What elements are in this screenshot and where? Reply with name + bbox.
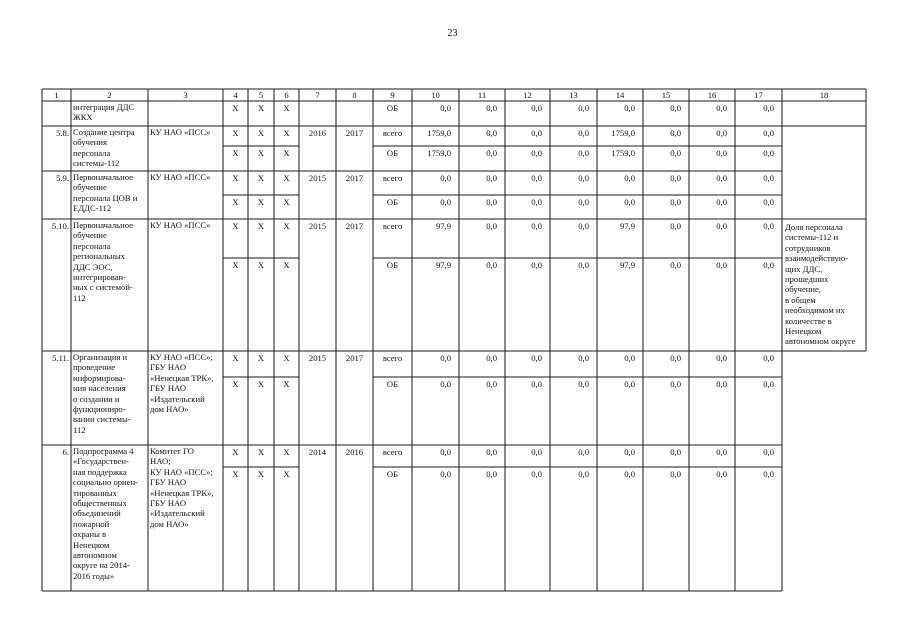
activity-name-line: вании системы- — [73, 414, 131, 425]
marker-x: X — [232, 103, 239, 113]
funding-value: 0,0 — [624, 353, 635, 363]
activity-name-line: обучение — [73, 182, 107, 193]
marker-x: X — [257, 469, 265, 479]
activity-name-line: Подпрограмма 4 — [73, 446, 134, 456]
funding-value: 0,0 — [531, 103, 542, 113]
marker-x: X — [257, 197, 265, 207]
activity-name-line: автономном — [73, 550, 117, 560]
marker-x: X — [232, 221, 239, 231]
funding-value: 0,0 — [531, 260, 542, 270]
executor-line: ГБУ НАО — [150, 383, 187, 394]
column-number-header: 5 — [258, 90, 264, 100]
executor-line: ГБУ НАО — [150, 477, 187, 488]
marker-x: X — [257, 103, 265, 113]
funding-value: 0,0 — [486, 379, 497, 389]
activity-name-line: о создании и — [73, 393, 120, 404]
marker-x: X — [232, 148, 239, 158]
funding-value: 1759,0 — [611, 148, 635, 158]
activity-name-line: тированных — [73, 487, 117, 498]
funding-value: 1759,0 — [427, 128, 451, 138]
activity-name-line: информирова- — [73, 372, 126, 383]
funding-source: всего — [382, 173, 403, 183]
activity-name-line: ных с системой- — [73, 282, 133, 293]
funding-value: 0,0 — [716, 379, 727, 389]
end-year: 2017 — [345, 221, 364, 231]
funding-value: 0,0 — [486, 469, 497, 479]
activity-name-line: ЕДДС-112 — [73, 203, 112, 214]
activity-name-line: интегрирован- — [73, 272, 127, 282]
executor-line: «Издательский — [150, 508, 205, 519]
funding-value: 0,0 — [670, 103, 681, 113]
marker-x: X — [257, 148, 265, 158]
funding-value: 0,0 — [531, 353, 542, 363]
funding-source: ОБ — [386, 103, 399, 113]
funding-value: 0,0 — [578, 379, 589, 389]
activity-name-line: интеграция ДДС — [73, 102, 135, 112]
funding-value: 0,0 — [763, 353, 774, 363]
indicator-note-line: в общем — [785, 294, 816, 305]
funding-value: 0,0 — [670, 173, 681, 183]
funding-value: 0,0 — [716, 260, 727, 270]
marker-x: X — [283, 148, 290, 158]
column-number-header: 8 — [352, 90, 357, 100]
funding-value: 0,0 — [531, 379, 542, 389]
marker-x: X — [232, 379, 239, 389]
funding-value: 0,0 — [486, 173, 497, 183]
indicator-note-line: прошедших — [785, 274, 829, 284]
activity-name-line: Создание центра — [73, 127, 135, 137]
funding-source: всего — [382, 353, 403, 363]
column-number-header: 13 — [569, 90, 578, 100]
funding-value: 0,0 — [486, 148, 497, 158]
marker-x: X — [257, 128, 265, 138]
activity-name-line: ДДС ЭОС, — [73, 261, 113, 272]
executor-line: КУ НАО «ПСС»; — [150, 466, 213, 477]
marker-x: X — [232, 128, 239, 138]
executor-line: КУ НАО «ПСС» — [150, 127, 211, 137]
activity-name-line: обучение — [73, 230, 107, 241]
activity-name-line: персонала — [73, 147, 111, 158]
funding-value: 0,0 — [670, 128, 681, 138]
funding-value: 0,0 — [670, 379, 681, 389]
funding-value: 97,9 — [619, 260, 635, 270]
funding-value: 0,0 — [578, 260, 589, 270]
marker-x: X — [232, 353, 239, 363]
funding-source: ОБ — [386, 469, 399, 479]
indicator-note-line: Доля персонала — [785, 222, 843, 232]
funding-value: 0,0 — [716, 197, 727, 207]
start-year: 2014 — [308, 447, 327, 457]
funding-value: 97,9 — [619, 221, 635, 231]
marker-x: X — [283, 469, 290, 479]
start-year: 2015 — [308, 173, 327, 183]
funding-value: 0,0 — [486, 197, 497, 207]
funding-value: 1759,0 — [427, 148, 451, 158]
funding-value: 0,0 — [578, 353, 589, 363]
funding-value: 0,0 — [716, 447, 727, 457]
funding-value: 0,0 — [578, 173, 589, 183]
activity-name-line: ния населения — [73, 383, 126, 394]
marker-x: X — [283, 379, 290, 389]
column-number-header: 10 — [431, 90, 440, 100]
indicator-note-line: взаимодействую- — [785, 253, 849, 264]
column-number-header: 2 — [107, 90, 112, 100]
funding-value: 0,0 — [624, 379, 635, 389]
funding-value: 0,0 — [670, 197, 681, 207]
marker-x: X — [232, 197, 239, 207]
funding-value: 0,0 — [624, 197, 635, 207]
executor-line: «Ненецкая ТРК», — [150, 372, 214, 383]
funding-value: 0,0 — [716, 128, 727, 138]
funding-value: 0,0 — [763, 128, 774, 138]
activity-name-line: 2016 годы» — [73, 570, 115, 581]
funding-value: 0,0 — [578, 447, 589, 457]
activity-name-line: охраны в — [73, 529, 107, 540]
executor-line: ГБУ НАО — [150, 498, 187, 508]
column-number-header: 11 — [477, 90, 487, 100]
marker-x: X — [283, 197, 290, 207]
column-number-header: 1 — [54, 90, 59, 100]
column-number-header: 14 — [615, 90, 625, 100]
funding-value: 0,0 — [440, 173, 451, 183]
funding-value: 0,0 — [578, 103, 589, 113]
funding-value: 97,9 — [435, 260, 451, 270]
activity-name-line: региональных — [73, 251, 125, 262]
indicator-note-line: автономном округе — [785, 336, 856, 347]
funding-value: 0,0 — [440, 103, 451, 113]
marker-x: X — [232, 469, 239, 479]
funding-value: 0,0 — [578, 128, 589, 138]
marker-x: X — [283, 447, 290, 457]
funding-source: ОБ — [386, 197, 399, 207]
activity-name-line: объединений — [73, 508, 121, 519]
funding-source: всего — [382, 128, 403, 138]
funding-value: 0,0 — [716, 221, 727, 231]
row-number: 5.10. — [51, 221, 69, 231]
activity-name-line: социально ориен- — [73, 477, 138, 488]
funding-value: 0,0 — [531, 221, 542, 231]
marker-x: X — [283, 103, 290, 113]
funding-source: всего — [382, 447, 403, 457]
funding-value: 0,0 — [624, 469, 635, 479]
executor-line: КУ НАО «ПСС»; — [150, 352, 213, 362]
funding-value: 0,0 — [531, 148, 542, 158]
row-number: 5.9. — [56, 173, 69, 183]
executor-line: КУ НАО «ПСС» — [150, 220, 211, 230]
funding-source: ОБ — [386, 148, 399, 158]
marker-x: X — [257, 221, 265, 231]
end-year: 2017 — [345, 173, 364, 183]
marker-x: X — [232, 447, 239, 457]
marker-x: X — [257, 173, 265, 183]
indicator-note-line: обучение, — [785, 284, 821, 295]
executor-line: дом НАО» — [150, 518, 189, 529]
funding-value: 0,0 — [486, 447, 497, 457]
funding-value: 0,0 — [670, 447, 681, 457]
end-year: 2017 — [345, 128, 364, 138]
funding-value: 0,0 — [670, 221, 681, 231]
executor-line: Комитет ГО — [150, 446, 194, 456]
column-number-header: 3 — [183, 90, 188, 100]
funding-value: 0,0 — [670, 148, 681, 158]
end-year: 2016 — [345, 447, 364, 457]
activity-name-line: ЖКХ — [73, 112, 93, 123]
funding-value: 0,0 — [440, 447, 451, 457]
marker-x: X — [232, 260, 239, 270]
marker-x: X — [283, 128, 290, 138]
funding-value: 0,0 — [670, 469, 681, 479]
funding-value: 0,0 — [578, 197, 589, 207]
column-number-header: 6 — [284, 90, 289, 100]
funding-value: 0,0 — [763, 260, 774, 270]
funding-value: 1759,0 — [611, 128, 635, 138]
funding-value: 0,0 — [716, 173, 727, 183]
funding-value: 0,0 — [763, 447, 774, 457]
funding-value: 0,0 — [763, 469, 774, 479]
activity-name-line: обучения — [73, 137, 107, 148]
executor-line: ГБУ НАО — [150, 362, 187, 373]
marker-x: X — [283, 221, 290, 231]
marker-x: X — [283, 173, 290, 183]
activity-name-line: функциониро- — [73, 404, 126, 414]
marker-x: X — [257, 379, 265, 389]
activity-name-line: системы-112 — [73, 158, 120, 169]
marker-x: X — [283, 353, 290, 363]
executor-line: дом НАО» — [150, 404, 189, 414]
funding-value: 0,0 — [486, 103, 497, 113]
start-year: 2016 — [308, 128, 327, 138]
funding-value: 0,0 — [486, 128, 497, 138]
column-number-header: 17 — [754, 90, 763, 100]
column-number-header: 9 — [390, 90, 395, 100]
marker-x: X — [232, 173, 239, 183]
funding-value: 97,9 — [435, 221, 451, 231]
activity-name-line: проведение — [73, 362, 116, 373]
funding-value: 0,0 — [531, 469, 542, 479]
funding-value: 0,0 — [440, 379, 451, 389]
activity-name-line: Организация и — [73, 352, 128, 362]
funding-value: 0,0 — [624, 173, 635, 183]
funding-value: 0,0 — [486, 221, 497, 231]
funding-value: 0,0 — [531, 197, 542, 207]
end-year: 2017 — [345, 353, 364, 363]
activity-name-line: общественных — [73, 498, 127, 508]
column-number-header: 15 — [661, 90, 671, 100]
funding-source: всего — [382, 221, 403, 231]
indicator-note-line: системы-112 и — [785, 232, 839, 243]
funding-value: 0,0 — [716, 469, 727, 479]
activity-name-line: персонала ЦОВ и — [73, 192, 138, 203]
marker-x: X — [257, 353, 265, 363]
funding-value: 0,0 — [763, 173, 774, 183]
activity-name-line: Первоначальное — [73, 220, 133, 230]
funding-source: ОБ — [386, 379, 399, 389]
indicator-note-line: сотрудников — [785, 242, 831, 253]
row-number: 6. — [62, 447, 69, 457]
start-year: 2015 — [308, 353, 327, 363]
executor-line: «Ненецкая ТРК», — [150, 487, 214, 498]
funding-value: 0,0 — [716, 148, 727, 158]
column-number-header: 18 — [819, 90, 829, 100]
activity-name-line: персонала — [73, 240, 111, 251]
activity-name-line: «Государствен- — [73, 456, 129, 467]
indicator-note-line: необходимом их — [785, 305, 845, 316]
column-number-header: 12 — [523, 90, 532, 100]
funding-value: 0,0 — [763, 197, 774, 207]
funding-value: 0,0 — [531, 173, 542, 183]
funding-value: 0,0 — [763, 221, 774, 231]
executor-line: КУ НАО «ПСС» — [150, 172, 211, 182]
indicator-note-line: щих ДДС, — [785, 263, 823, 274]
activity-name-line: округе на 2014- — [73, 560, 130, 571]
funding-source: ОБ — [386, 260, 399, 270]
indicator-note-line: Ненецком — [785, 326, 822, 336]
activity-name-line: пожарной — [73, 518, 110, 529]
marker-x: X — [283, 260, 290, 270]
activity-name-line: Ненецком — [73, 539, 110, 550]
activity-name-line: Первоначальное — [73, 172, 133, 182]
funding-value: 0,0 — [531, 447, 542, 457]
marker-x: X — [257, 447, 265, 457]
row-number: 5.8. — [56, 128, 69, 138]
page-number: 23 — [447, 28, 458, 39]
column-number-header: 16 — [707, 90, 717, 100]
column-number-header: 4 — [233, 90, 238, 100]
column-number-header: 7 — [315, 90, 320, 100]
indicator-note-line: количестве в — [785, 315, 832, 326]
funding-value: 0,0 — [440, 469, 451, 479]
executor-line: «Издательский — [150, 393, 205, 404]
funding-value: 0,0 — [763, 148, 774, 158]
funding-value: 0,0 — [670, 353, 681, 363]
funding-value: 0,0 — [716, 103, 727, 113]
funding-value: 0,0 — [531, 128, 542, 138]
funding-value: 0,0 — [440, 197, 451, 207]
activity-name-line: ная поддержка — [73, 466, 127, 477]
funding-value: 0,0 — [670, 260, 681, 270]
executor-line: НАО; — [150, 456, 171, 467]
funding-value: 0,0 — [763, 379, 774, 389]
funding-value: 0,0 — [486, 260, 497, 270]
funding-value: 0,0 — [578, 469, 589, 479]
activity-name-line: 112 — [73, 292, 86, 303]
start-year: 2015 — [308, 221, 327, 231]
funding-value: 0,0 — [624, 103, 635, 113]
activity-name-line: 112 — [73, 424, 86, 435]
funding-value: 0,0 — [624, 447, 635, 457]
funding-value: 0,0 — [716, 353, 727, 363]
funding-value: 0,0 — [578, 148, 589, 158]
funding-value: 0,0 — [440, 353, 451, 363]
marker-x: X — [257, 260, 265, 270]
funding-value: 0,0 — [578, 221, 589, 231]
funding-value: 0,0 — [486, 353, 497, 363]
funding-value: 0,0 — [763, 103, 774, 113]
row-number: 5.11. — [52, 353, 69, 363]
